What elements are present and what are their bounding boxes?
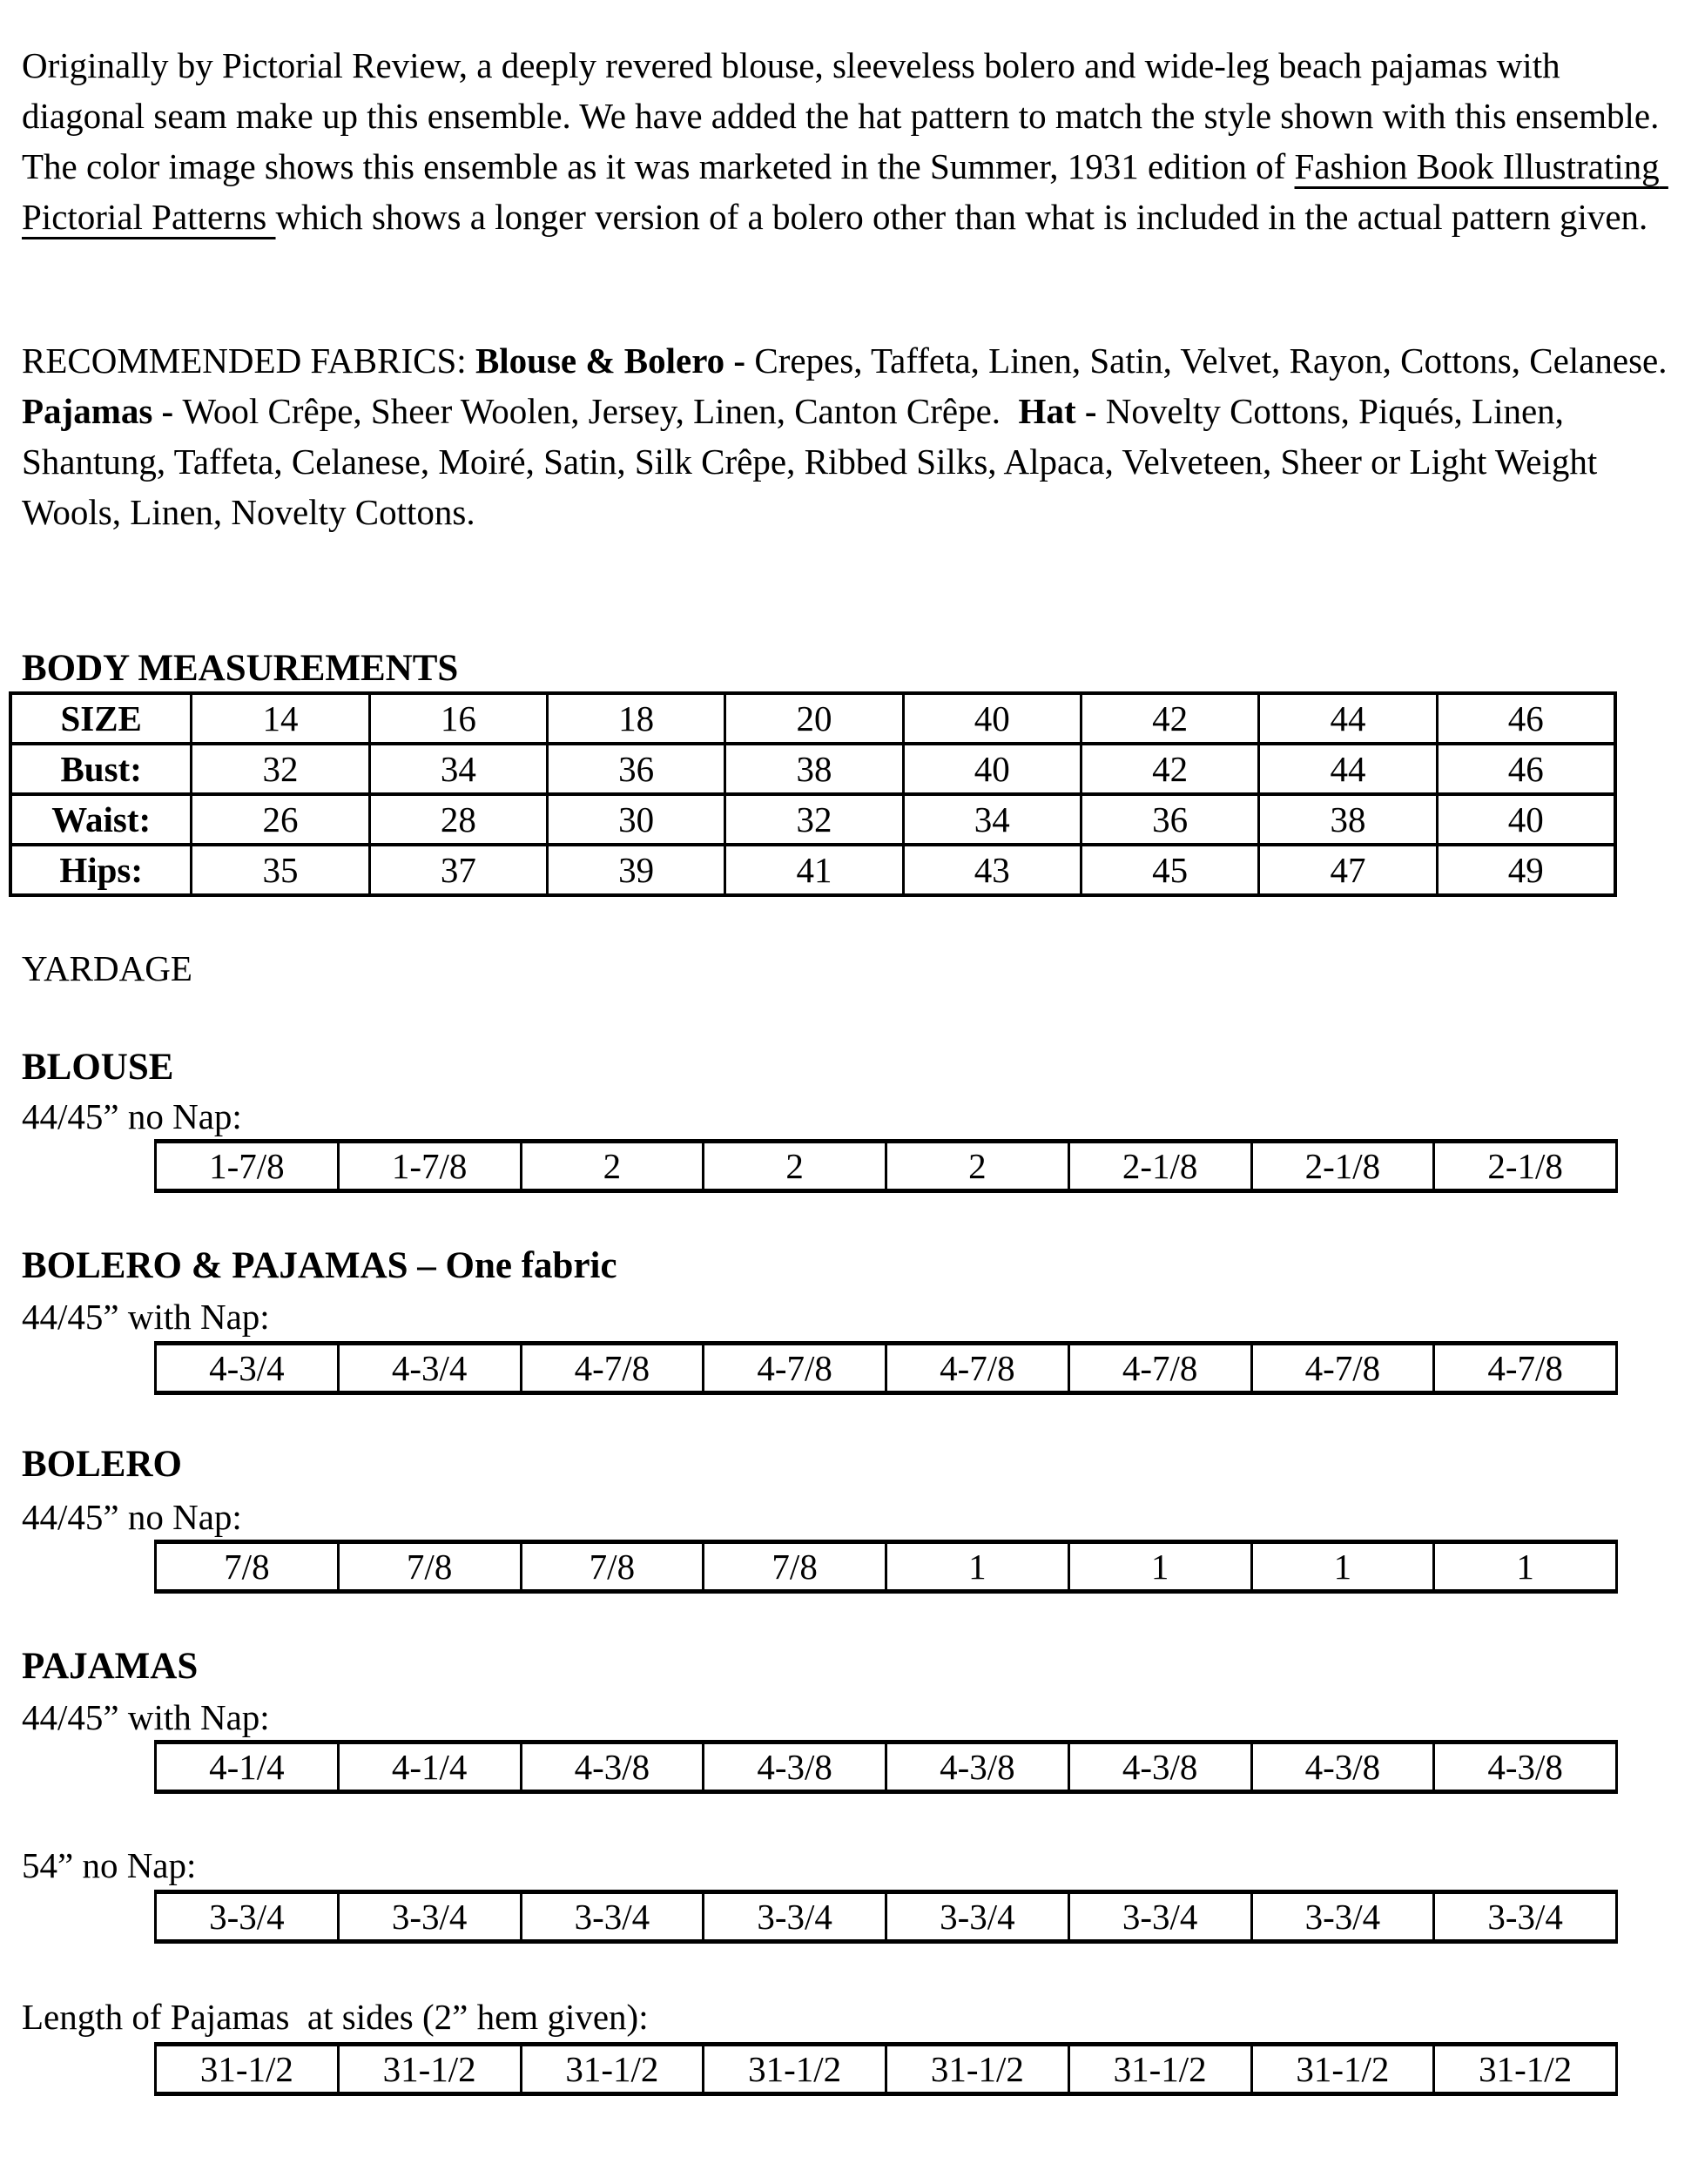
yardage-cell: 2: [885, 1143, 1068, 1189]
yardage-cell: 31-1/2: [1432, 2046, 1615, 2092]
yardage-cell: 3-3/4: [1432, 1894, 1615, 1939]
table-row-bust: [12, 742, 1614, 792]
table-cell: 36: [546, 745, 724, 792]
intro-text-before: Originally by Pictorial Review, a deeply revered blouse, sleeveless bolero and wide-leg beach pajamas with diagonal seam make up this ensemble. We have added the hat pattern to match the style shown with this ensemble. The color image shows this ensemble as it was marketed in the Summer, 1931 edition of: [22, 45, 1668, 186]
yardage-cell: 1-7/8: [209, 1146, 285, 1186]
yardage-cell: 1: [1250, 1544, 1433, 1589]
fabrics-pajamas-text: Wool Crêpe, Sheer Woolen, Jersey, Linen, Canton Crêpe.: [182, 391, 1019, 431]
fabrics-paragraph: [22, 335, 1676, 537]
table-cell: 32: [190, 745, 367, 792]
bolero-pajamas-nap-label: 44/45” with Nap:: [22, 1297, 270, 1337]
yardage-cell: 4-3/4: [337, 1345, 520, 1391]
yardage-cell: 3-3/4: [885, 1894, 1068, 1939]
body-measurements-table: [9, 691, 1617, 897]
yardage-cell: 3-3/4: [1250, 1894, 1433, 1939]
yardage-cell: 4-1/4: [209, 1747, 285, 1787]
table-cell: 35: [190, 846, 367, 893]
yardage-cell: 4-7/8: [1068, 1345, 1250, 1391]
yardage-cell: 7/8: [337, 1544, 520, 1589]
yardage-cell: 4-1/4: [337, 1744, 520, 1790]
table-row-size: [12, 695, 1614, 742]
pajamas-yardage-table: [154, 1740, 1618, 1794]
pajamas-length-table: [154, 2042, 1618, 2096]
bolero-nap-label: 44/45” no Nap:: [22, 1497, 242, 1537]
yardage-cell: 4-3/8: [1068, 1744, 1250, 1790]
yardage-cell: 31-1/2: [885, 2046, 1068, 2092]
table-cell: 42: [1080, 695, 1257, 742]
table-cell: 40: [902, 695, 1080, 742]
yardage-cell: 31-1/2: [337, 2046, 520, 2092]
pajamas-nap-label: 44/45” with Nap:: [22, 1697, 270, 1737]
yardage-cell: 4-3/8: [1432, 1744, 1615, 1790]
table-cell: 37: [368, 846, 546, 893]
yardage-cell: 31-1/2: [702, 2046, 885, 2092]
yardage-cell: 4-3/8: [702, 1744, 885, 1790]
yardage-cell: 3-3/4: [702, 1894, 885, 1939]
table-cell: 30: [546, 796, 724, 843]
fabrics-hat-label: Hat -: [1018, 391, 1106, 431]
table-cell: 34: [368, 745, 546, 792]
yardage-cell: 3-3/4: [337, 1894, 520, 1939]
yardage-cell: 3-3/4: [520, 1894, 703, 1939]
table-cell: 34: [902, 796, 1080, 843]
table-cell: 18: [546, 695, 724, 742]
fabrics-blouse-bolero-text: Crepes, Taffeta, Linen, Satin, Velvet, Rayon, Cottons, Celanese.: [754, 340, 1676, 381]
yardage-cell: 7/8: [520, 1544, 703, 1589]
blouse-heading: BLOUSE: [22, 1047, 174, 1088]
table-cell: 28: [368, 796, 546, 843]
pajamas-length-label: Length of Pajamas at sides (2” hem given):: [22, 1997, 649, 2037]
table-row-waist: [12, 792, 1614, 843]
yardage-cell: 2-1/8: [1250, 1143, 1433, 1189]
row-values-hips: [190, 846, 1614, 893]
yardage-cell: 2-1/8: [1432, 1143, 1615, 1189]
table-cell: 41: [724, 846, 901, 893]
fabrics-intro-label: RECOMMENDED FABRICS:: [22, 340, 475, 381]
table-cell: 20: [724, 695, 901, 742]
yardage-cell: 31-1/2: [1250, 2046, 1433, 2092]
yardage-cell: 1-7/8: [337, 1143, 520, 1189]
yardage-cell: 2-1/8: [1068, 1143, 1250, 1189]
row-label-hips: Hips:: [59, 850, 144, 890]
yardage-cell: 4-3/8: [885, 1744, 1068, 1790]
yardage-cell: 31-1/2: [1068, 2046, 1250, 2092]
yardage-cell: 4-3/4: [209, 1348, 285, 1388]
table-cell: 32: [724, 796, 901, 843]
pajamas-54-nap-label: 54” no Nap:: [22, 1845, 197, 1885]
row-label-bust: Bust:: [60, 749, 142, 789]
row-label-size: SIZE: [60, 698, 142, 738]
yardage-cell: 4-3/8: [520, 1744, 703, 1790]
table-cell: 42: [1080, 745, 1257, 792]
yardage-cell: 7/8: [702, 1544, 885, 1589]
row-values-bust: [190, 745, 1614, 792]
yardage-cell: 31-1/2: [520, 2046, 703, 2092]
table-cell: 16: [368, 695, 546, 742]
body-measurements-heading: BODY MEASUREMENTS: [22, 648, 459, 689]
table-cell: 43: [902, 846, 1080, 893]
fabrics-blouse-bolero-label: Blouse & Bolero -: [475, 340, 755, 381]
row-values-size: [190, 695, 1614, 742]
pajamas-heading: PAJAMAS: [22, 1646, 199, 1687]
yardage-cell: 7/8: [224, 1547, 270, 1587]
table-cell: 47: [1257, 846, 1435, 893]
row-label-waist: Waist:: [51, 799, 152, 839]
table-cell: 39: [546, 846, 724, 893]
yardage-cell: 4-7/8: [1432, 1345, 1615, 1391]
table-cell: 36: [1080, 796, 1257, 843]
table-cell: 45: [1080, 846, 1257, 893]
table-cell: 38: [1257, 796, 1435, 843]
yardage-cell: 31-1/2: [199, 2049, 293, 2089]
table-cell: 26: [190, 796, 367, 843]
table-cell: 40: [1436, 796, 1614, 843]
bolero-pajamas-yardage-table: [154, 1341, 1618, 1395]
row-values-waist: [190, 796, 1614, 843]
table-cell: 44: [1257, 745, 1435, 792]
intro-text-after: which shows a longer version of a bolero other than what is included in the actual pattern given.: [275, 197, 1648, 237]
blouse-nap-label: 44/45” no Nap:: [22, 1096, 242, 1136]
table-row-hips: [12, 843, 1614, 893]
yardage-cell: 1: [1432, 1544, 1615, 1589]
table-cell: 46: [1436, 745, 1614, 792]
bolero-heading: BOLERO: [22, 1444, 182, 1485]
bolero-pajamas-heading: BOLERO & PAJAMAS – One fabric: [22, 1245, 617, 1286]
table-cell: 46: [1436, 695, 1614, 742]
yardage-cell: 4-7/8: [520, 1345, 703, 1391]
yardage-cell: 3-3/4: [1068, 1894, 1250, 1939]
yardage-cell: 4-3/8: [1250, 1744, 1433, 1790]
table-cell: 44: [1257, 695, 1435, 742]
yardage-cell: 1: [885, 1544, 1068, 1589]
book-title-underlined: Fashion Book Illustrating Pictorial Patterns: [22, 146, 1668, 237]
table-cell: 40: [902, 745, 1080, 792]
intro-paragraph: [22, 40, 1676, 242]
blouse-yardage-table: [154, 1139, 1618, 1193]
yardage-cell: 1: [1068, 1544, 1250, 1589]
fabrics-hat-text: Novelty Cottons, Piqués, Linen, Shantung, Taffeta, Celanese, Moiré, Satin, Silk Crêpe, Ribbed Silks, Alpaca, Velveteen, Sheer or Light Weight Wools, Linen, Novelty Cottons.: [22, 391, 1606, 532]
table-cell: 14: [190, 695, 367, 742]
fabrics-pajamas-label: Pajamas -: [22, 391, 183, 431]
yardage-cell: 2: [702, 1143, 885, 1189]
table-cell: 38: [724, 745, 901, 792]
pajamas-54-yardage-table: [154, 1890, 1618, 1944]
yardage-cell: 2: [520, 1143, 703, 1189]
yardage-heading: YARDAGE: [22, 948, 192, 988]
bolero-yardage-table: [154, 1540, 1618, 1594]
yardage-cell: 3-3/4: [209, 1897, 285, 1937]
table-cell: 49: [1436, 846, 1614, 893]
yardage-cell: 4-7/8: [885, 1345, 1068, 1391]
yardage-cell: 4-7/8: [702, 1345, 885, 1391]
yardage-cell: 4-7/8: [1250, 1345, 1433, 1391]
